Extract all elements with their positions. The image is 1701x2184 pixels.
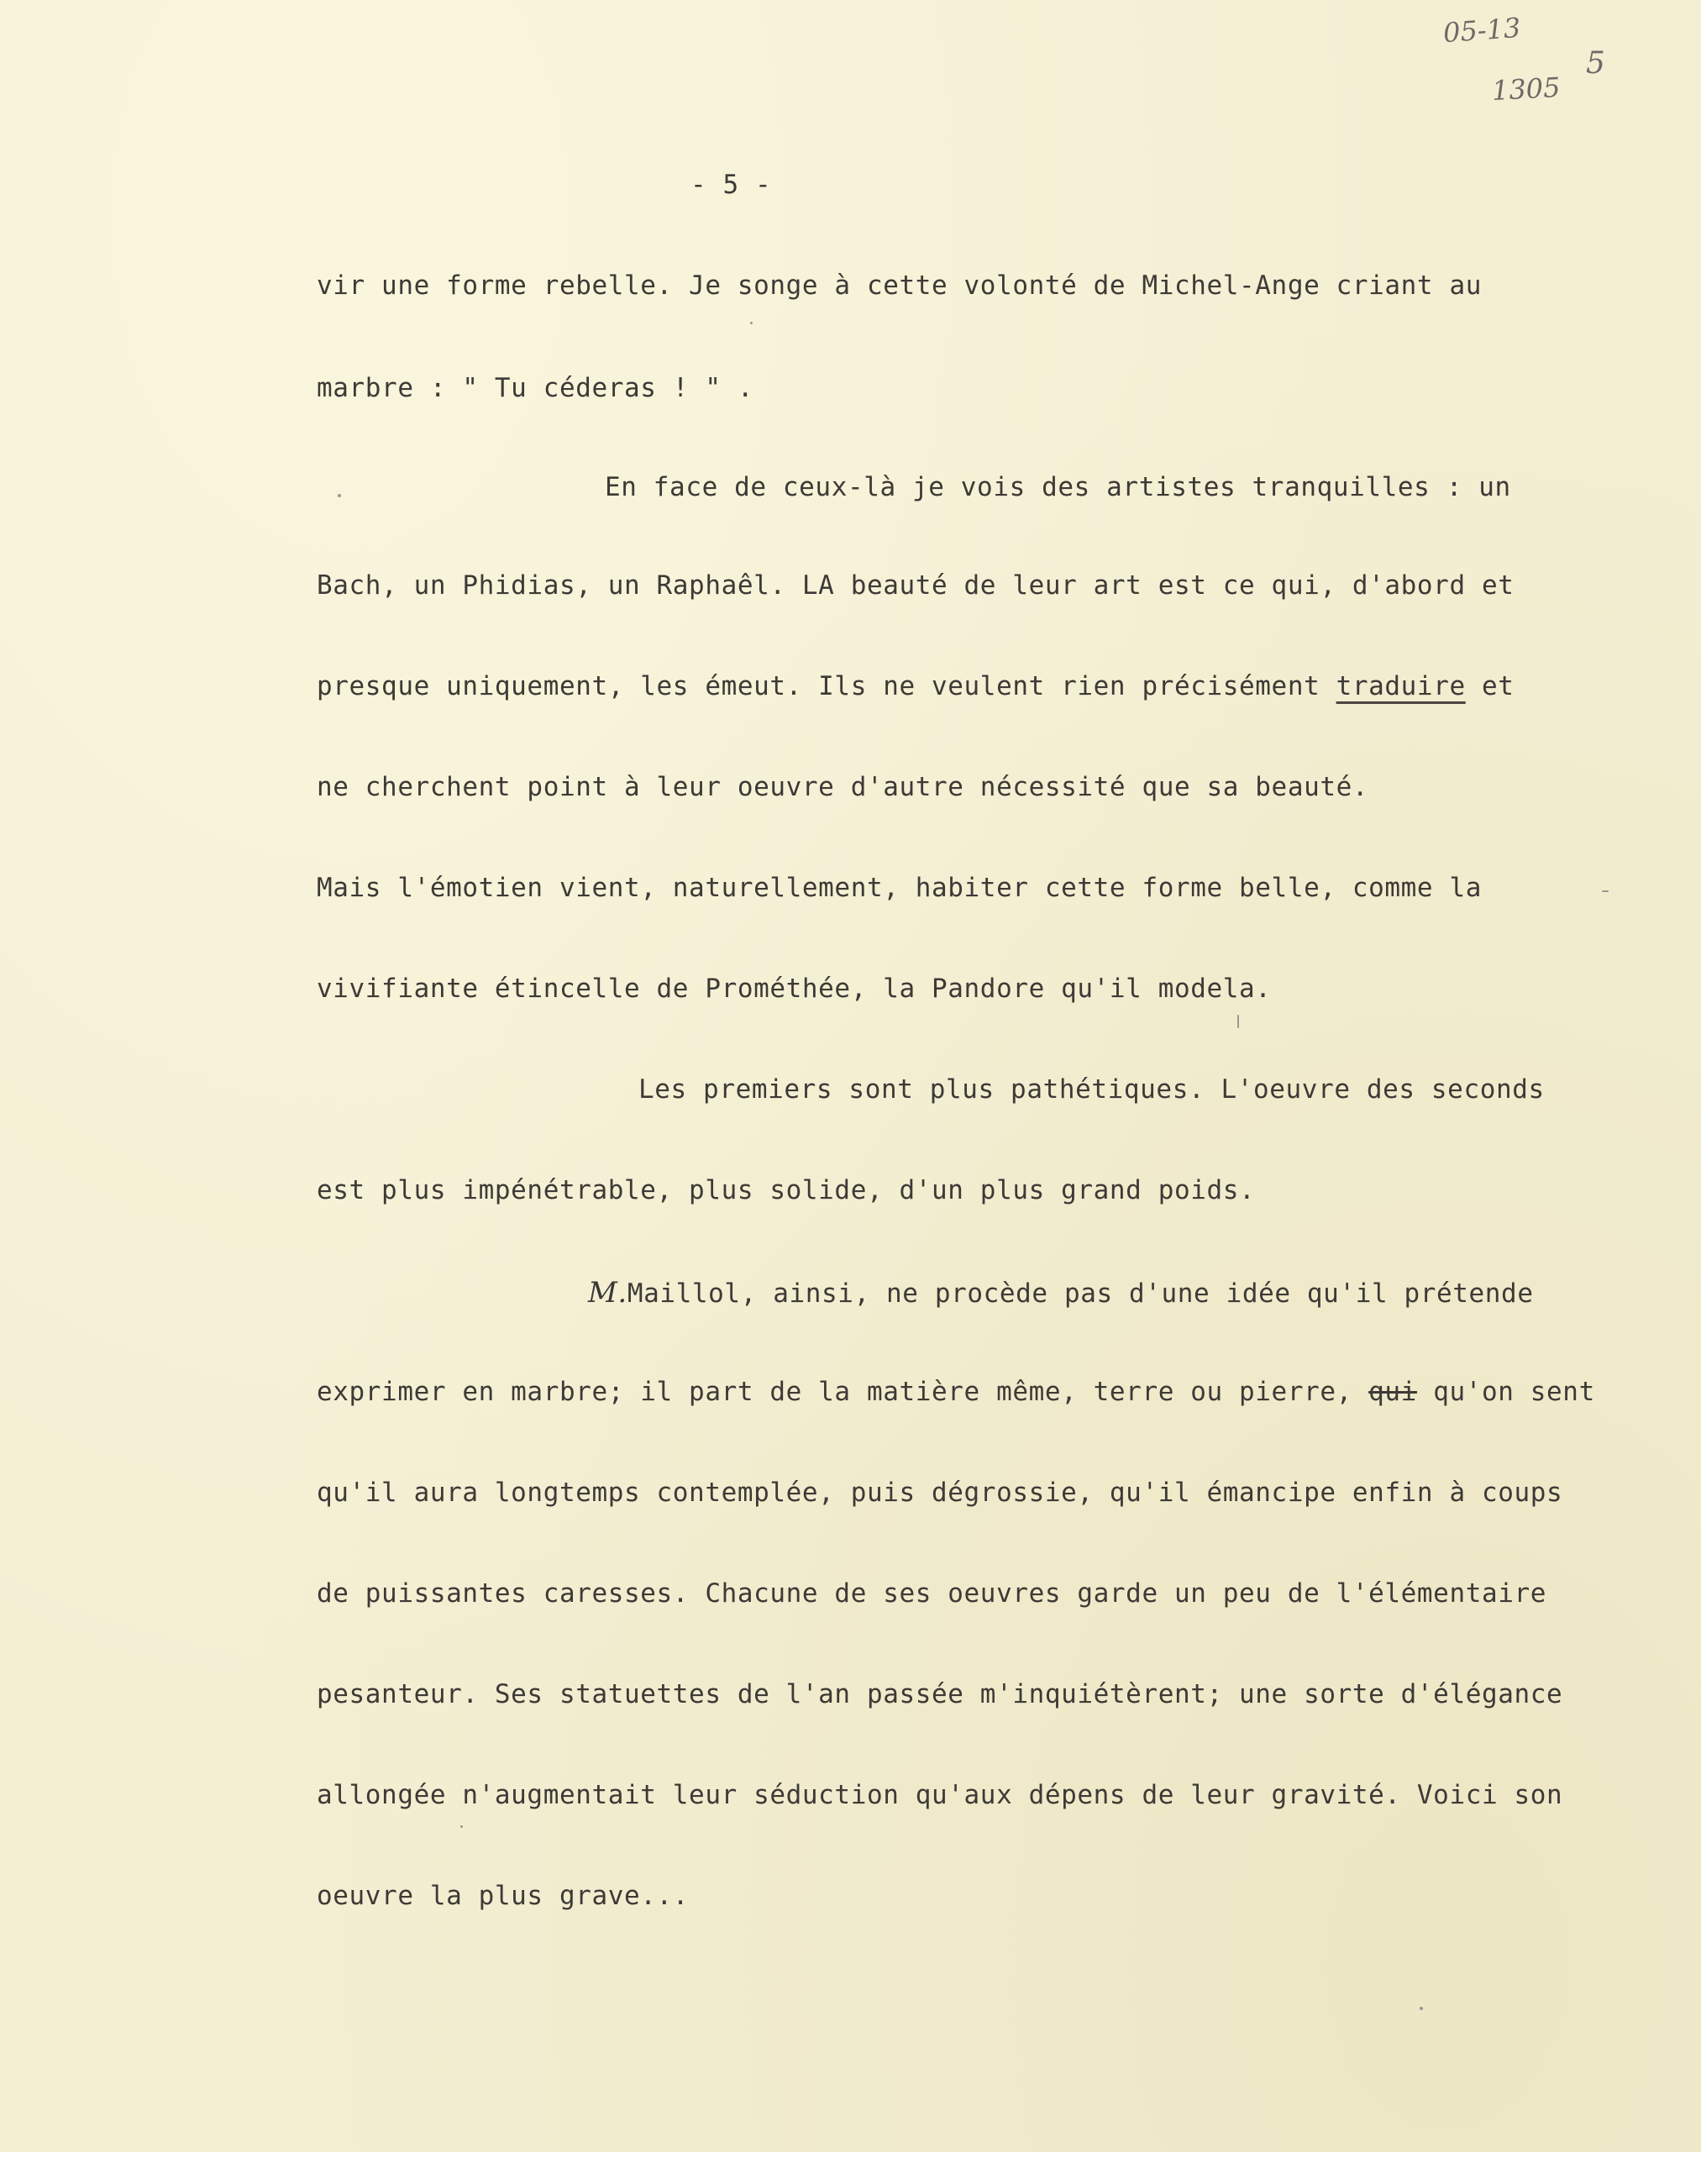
text-line-3: En face de ceux-là je vois des artistes tranquilles : un	[605, 472, 1511, 502]
paper-speck	[1602, 890, 1609, 892]
text-line-9: Les premiers sont plus pathétiques. L'oeuvre des seconds	[638, 1074, 1545, 1105]
text-line-12	[317, 1379, 1595, 1405]
text-line-14: de puissantes caresses. Chacune de ses oeuvres garde un peu de l'élémentaire	[317, 1578, 1547, 1609]
text-line-1: vir une forme rebelle. Je songe à cette volonté de Michel-Ange criant au	[317, 270, 1482, 301]
page-bottom-edge	[0, 2152, 1701, 2184]
handwritten-prefix: M.	[588, 1276, 627, 1310]
underlined-word: traduire	[1336, 671, 1466, 701]
text-line-7: Mais l'émotien vient, naturellement, habiter cette forme belle, comme la	[317, 873, 1482, 903]
paper-speck	[338, 494, 341, 497]
text-line-5	[317, 671, 1515, 701]
struck-word: qui	[1368, 1377, 1417, 1407]
paper-speck	[460, 1825, 463, 1828]
paper-speck	[1237, 1015, 1239, 1028]
text-line-2: marbre : " Tu céderas ! " .	[317, 373, 754, 403]
archive-ref-line2: 1305	[1491, 71, 1562, 108]
text-line-17: oeuvre la plus grave...	[317, 1881, 690, 1911]
paper-speck	[1420, 2007, 1423, 2010]
text-line-8: vivifiante étincelle de Prométhée, la Pandore qu'il modela.	[317, 974, 1272, 1004]
text-line-6: ne cherchent point à leur oeuvre d'autre nécessité que sa beauté.	[317, 772, 1369, 802]
text-line-5-start: presque uniquement, les émeut. Ils ne veulent rien précisément	[317, 671, 1336, 701]
text-line-13: qu'il aura longtemps contemplée, puis dégrossie, qu'il émancipe enfin à coups	[317, 1478, 1563, 1508]
text-line-11-body: Maillol, ainsi, ne procède pas d'une idée qu'il prétende	[627, 1278, 1534, 1309]
text-line-15: pesanteur. Ses statuettes de l'an passée m'inquiétèrent; une sorte d'élégance	[317, 1679, 1563, 1709]
text-line-4: Bach, un Phidias, un Raphaêl. LA beauté de leur art est ce qui, d'abord et	[317, 570, 1515, 601]
text-line-12-end: qu'on sent	[1416, 1377, 1595, 1407]
page-number: - 5 -	[690, 170, 772, 200]
text-line-16: allongée n'augmentait leur séduction qu'aux dépens de leur gravité. Voici son	[317, 1780, 1563, 1810]
text-line-10: est plus impénétrable, plus solide, d'un plus grand poids.	[317, 1175, 1256, 1205]
text-line-11	[588, 1276, 1534, 1310]
paper-speck	[750, 322, 753, 324]
archive-ref-line1: 05-13	[1441, 11, 1522, 50]
text-line-5-end: et	[1465, 671, 1515, 701]
corner-page-number: 5	[1586, 46, 1605, 81]
text-line-12-start: exprimer en marbre; il part de la matière même, terre ou pierre,	[317, 1377, 1369, 1407]
